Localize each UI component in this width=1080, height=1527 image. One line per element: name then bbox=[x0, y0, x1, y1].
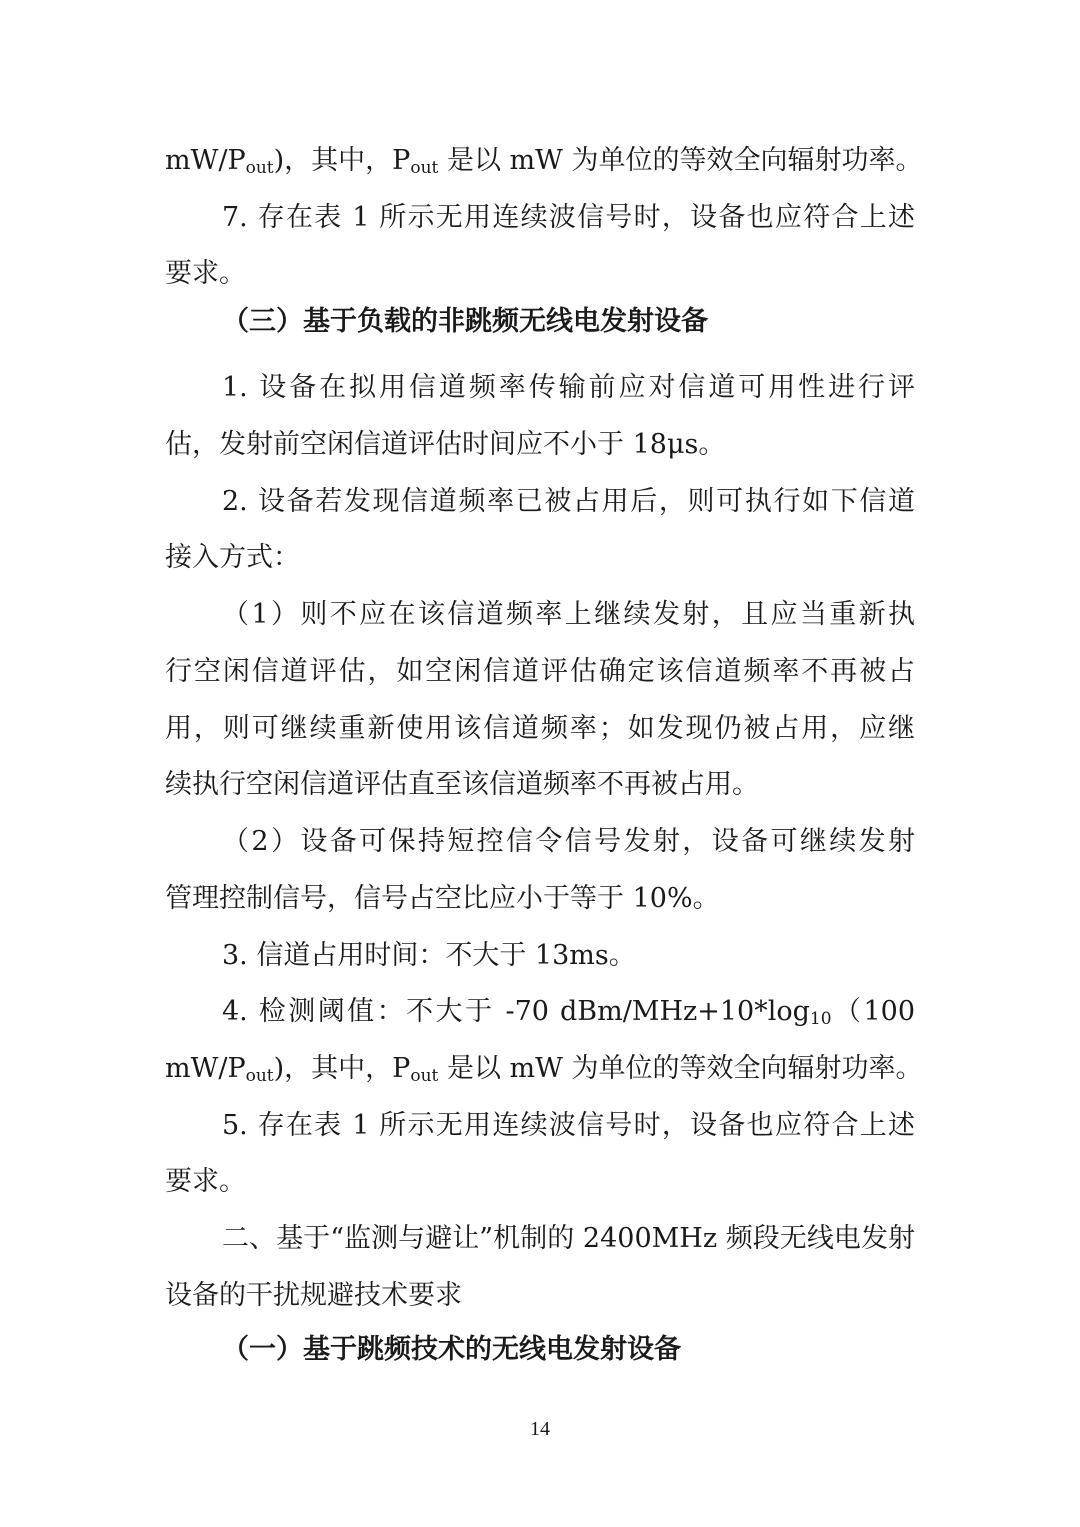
paragraph-line: 接入方式： bbox=[165, 542, 300, 573]
subscript: 10 bbox=[809, 1009, 832, 1029]
text-run: )，其中，P bbox=[273, 145, 411, 176]
text-run: )，其中，P bbox=[273, 1053, 411, 1084]
paragraph-line bbox=[165, 1049, 923, 1096]
paragraph-line: （2）设备可保持短控信令信号发射，设备可继续发射 bbox=[222, 826, 915, 857]
text-run: （100 bbox=[831, 996, 915, 1027]
subscript: out bbox=[245, 1066, 274, 1086]
paragraph-line: 要求。 bbox=[165, 1166, 246, 1197]
paragraph-line: 2. 设备若发现信道频率已被占用后，则可执行如下信道 bbox=[222, 486, 915, 517]
text-run: 是以 mW 为单位的等效全向辐射功率。 bbox=[438, 145, 923, 176]
chapter-heading: 二、基于“监测与避让”机制的 2400MHz 频段无线电发射 bbox=[222, 1223, 915, 1254]
paragraph-line: 5. 存在表 1 所示无用连续波信号时，设备也应符合上述 bbox=[222, 1110, 915, 1141]
paragraph-line bbox=[165, 141, 923, 188]
paragraph-line: 续执行空闲信道评估直至该信道频率不再被占用。 bbox=[165, 769, 759, 800]
section-heading: （三）基于负载的非跳频无线电发射设备 bbox=[222, 306, 708, 337]
text-run: 是以 mW 为单位的等效全向辐射功率。 bbox=[438, 1053, 923, 1084]
paragraph-line: 1. 设备在拟用信道频率传输前应对信道可用性进行评 bbox=[222, 372, 915, 403]
subscript: out bbox=[410, 158, 439, 178]
paragraph-line: 用，则可继续重新使用该信道频率；如发现仍被占用，应继 bbox=[165, 713, 915, 744]
text-run: mW/P bbox=[165, 1053, 246, 1084]
paragraph-line: 估，发射前空闲信道评估时间应不小于 18μs。 bbox=[165, 429, 726, 460]
paragraph-line: 3. 信道占用时间：不大于 13ms。 bbox=[222, 940, 636, 971]
subscript: out bbox=[245, 158, 274, 178]
chapter-heading: 设备的干扰规避技术要求 bbox=[165, 1280, 462, 1311]
paragraph-line: 管理控制信号，信号占空比应小于等于 10%。 bbox=[165, 883, 720, 914]
subscript: out bbox=[410, 1066, 439, 1086]
paragraph-line: 行空闲信道评估，如空闲信道评估确定该信道频率不再被占 bbox=[165, 656, 915, 687]
paragraph-line: 要求。 bbox=[165, 258, 246, 289]
text-run: 4. 检测阈值：不大于 -70 dBm/MHz+10*log bbox=[222, 996, 810, 1027]
paragraph-line bbox=[222, 992, 915, 1039]
paragraph-line: 7. 存在表 1 所示无用连续波信号时，设备也应符合上述 bbox=[222, 202, 915, 233]
text-run: mW/P bbox=[165, 145, 246, 176]
section-heading: （一）基于跳频技术的无线电发射设备 bbox=[222, 1334, 681, 1365]
paragraph-line: （1）则不应在该信道频率上继续发射，且应当重新执 bbox=[222, 599, 915, 630]
page-number: 14 bbox=[530, 1418, 550, 1440]
